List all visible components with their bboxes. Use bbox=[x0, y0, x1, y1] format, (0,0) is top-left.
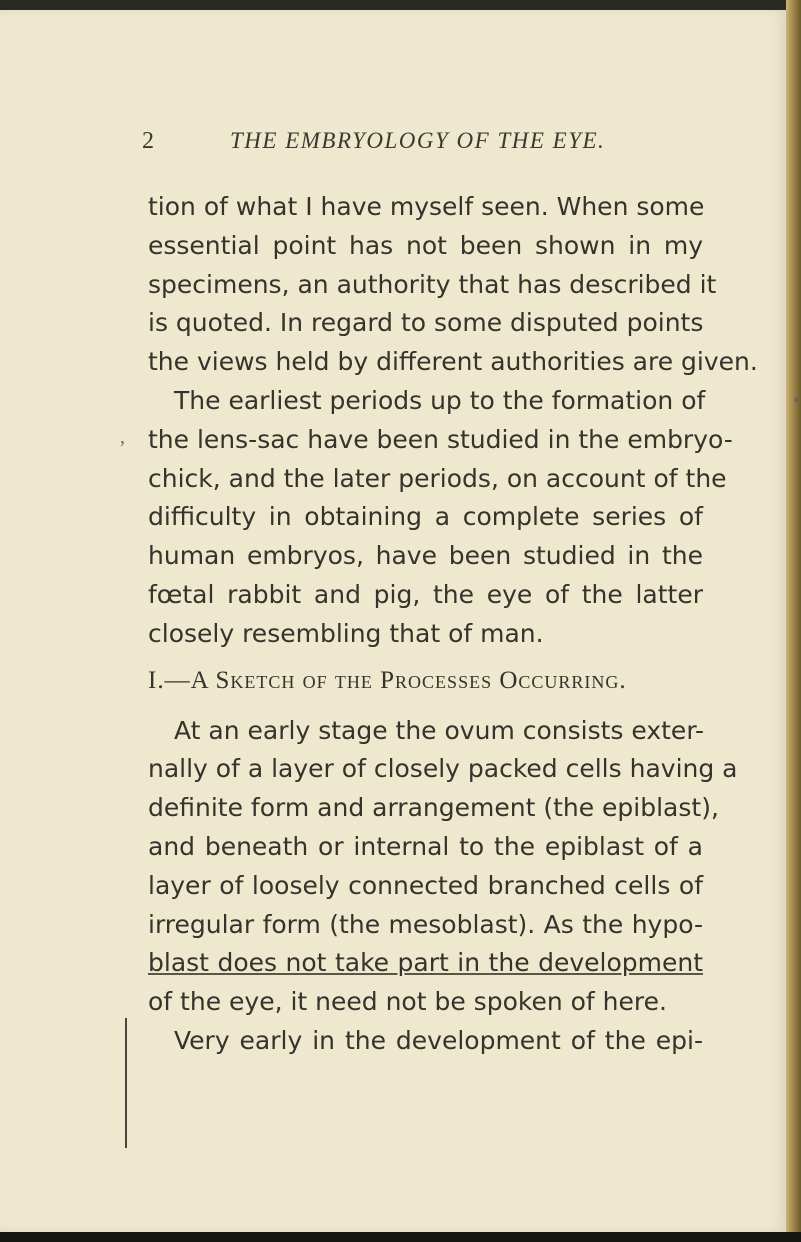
text-line: nally of a layer of closely packed cells having a bbox=[148, 754, 738, 784]
text-line: fœtal rabbit and pig, the eye of the latter bbox=[148, 579, 703, 609]
page-bottom-edge bbox=[0, 1232, 801, 1242]
margin-dot-mark: • bbox=[793, 390, 801, 412]
text-line: irregular form (the mesoblast). As the hypo- bbox=[148, 909, 703, 939]
text-line: Very early in the development of the epi- bbox=[174, 1025, 703, 1055]
page-number: 2 bbox=[142, 128, 154, 154]
paragraph-2 bbox=[148, 382, 733, 654]
paragraph-1 bbox=[148, 188, 758, 382]
text-line: tion of what I have myself seen. When some bbox=[148, 192, 705, 221]
book-spine-edge bbox=[786, 0, 801, 1242]
text-line: essential point has not been shown in my bbox=[148, 230, 703, 260]
text-line: definite form and arrangement (the epiblast), bbox=[148, 793, 719, 823]
text-line: the views held by different authorities are given. bbox=[148, 347, 758, 377]
body-text bbox=[148, 188, 758, 1061]
text-line: the lens-sac have been studied in the embryo- bbox=[148, 424, 733, 454]
text-line: closely resembling that of man. bbox=[148, 618, 544, 648]
page-header bbox=[0, 128, 786, 168]
text-line: of the eye, it need not be spoken of here. bbox=[148, 987, 667, 1017]
text-line: specimens, an authority that has described it bbox=[148, 269, 717, 299]
margin-pencil-line bbox=[125, 1018, 127, 1148]
text-line: human embryos, have been studied in the bbox=[148, 541, 703, 571]
running-title: THE EMBRYOLOGY OF THE EYE. bbox=[230, 128, 606, 153]
text-line: is quoted. In regard to some disputed points bbox=[148, 308, 704, 338]
text-line: and beneath or internal to the epiblast of a bbox=[148, 831, 703, 861]
paragraph-4 bbox=[148, 1022, 703, 1061]
text-line: chick, and the later periods, on account of the bbox=[148, 463, 727, 493]
margin-tick-mark: , bbox=[120, 426, 125, 448]
text-line-underlined: blast does not take part in the development bbox=[148, 948, 703, 978]
text-line: difficulty in obtaining a complete series of bbox=[148, 502, 703, 532]
text-line: The earliest periods up to the formation of bbox=[174, 385, 706, 415]
text-line: At an early stage the ovum consists exter- bbox=[174, 715, 705, 745]
text-line: layer of loosely connected branched cells of bbox=[148, 870, 703, 900]
section-heading: I.—A Sketch of the Processes Occurring. bbox=[148, 666, 627, 694]
paragraph-3 bbox=[148, 712, 738, 1022]
